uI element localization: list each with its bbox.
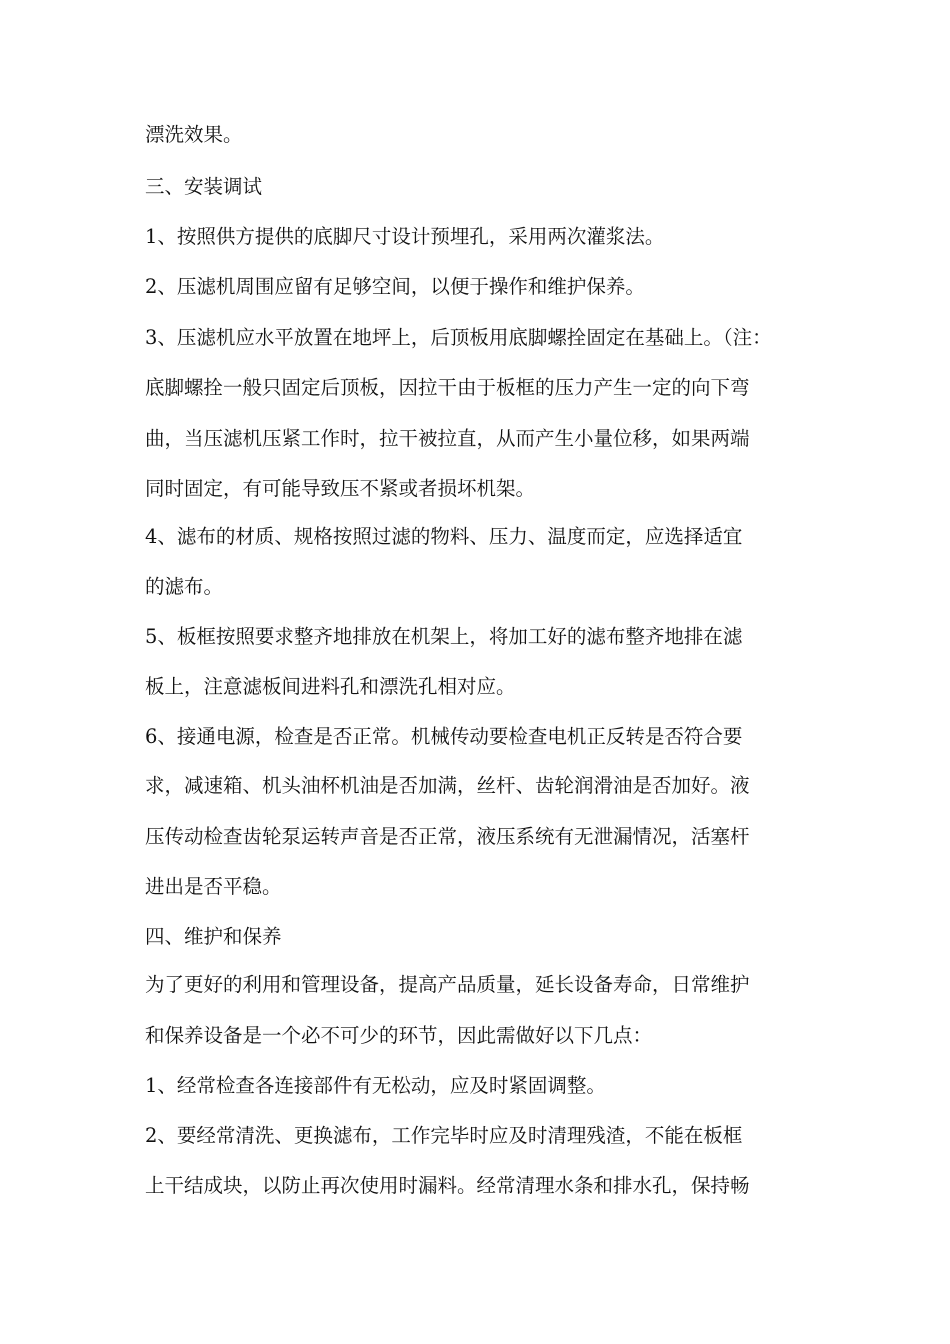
text-line: 压传动检查齿轮泵运转声音是否正常，液压系统有无泄漏情况，活塞杆 xyxy=(145,825,750,848)
text-line: 6、接通电源，检查是否正常。机械传动要检查电机正反转是否符合要 xyxy=(145,725,743,748)
text-line: 1、经常检查各连接部件有无松动，应及时紧固调整。 xyxy=(145,1074,606,1097)
text-line: 4、滤布的材质、规格按照过滤的物料、压力、温度而定，应选择适宜 xyxy=(145,525,743,548)
text-line: 漂洗效果。 xyxy=(145,123,243,146)
text-line: 同时固定，有可能导致压不紧或者损坏机架。 xyxy=(145,477,536,500)
text-line: 进出是否平稳。 xyxy=(145,875,282,898)
section-heading: 四、维护和保养 xyxy=(145,925,282,948)
text-line: 和保养设备是一个必不可少的环节，因此需做好以下几点： xyxy=(145,1024,653,1047)
text-line: 上干结成块，以防止再次使用时漏料。经常清理水条和排水孔，保持畅 xyxy=(145,1174,750,1197)
text-line: 底脚螺拴一般只固定后顶板，因拉干由于板框的压力产生一定的向下弯 xyxy=(145,376,750,399)
text-line: 5、板框按照要求整齐地排放在机架上，将加工好的滤布整齐地排在滤 xyxy=(145,625,743,648)
text-line: 3、压滤机应水平放置在地坪上，后顶板用底脚螺拴固定在基础上。（注： xyxy=(145,326,772,349)
text-line: 曲，当压滤机压紧工作时，拉干被拉直，从而产生小量位移，如果两端 xyxy=(145,427,750,450)
text-line: 2、要经常清洗、更换滤布，工作完毕时应及时清理残渣，不能在板框 xyxy=(145,1124,743,1147)
text-line: 为了更好的利用和管理设备，提高产品质量，延长设备寿命，日常维护 xyxy=(145,973,750,996)
text-line: 2、压滤机周围应留有足够空间，以便于操作和维护保养。 xyxy=(145,275,645,298)
text-line: 板上，注意滤板间进料孔和漂洗孔相对应。 xyxy=(145,675,516,698)
section-heading: 三、安装调试 xyxy=(145,175,263,198)
text-line: 的滤布。 xyxy=(145,575,224,598)
text-line: 求，减速箱、机头油杯机油是否加满，丝杆、齿轮润滑油是否加好。液 xyxy=(145,774,750,797)
text-line: 1、按照供方提供的底脚尺寸设计预埋孔，采用两次灌浆法。 xyxy=(145,225,665,248)
